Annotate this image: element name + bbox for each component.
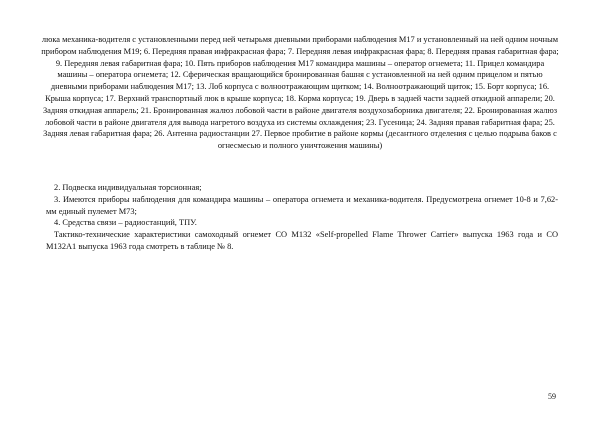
page-number: 59 [548, 392, 556, 401]
paragraph-observation-devices: 3. Имеются приборы наблюдения для командира машины – оператора огнемета и механика-водителя. Предусмотрена огнемет 10-8 и 7,62-мм единый пулемет М73; [46, 194, 558, 216]
figure-caption: люка механика-водителя с установленными перед ней четырьмя дневными приборами наблюдения М17 и установленный на ней одним ночным прибором наблюдения М19; 6. Передняя правая инфракрасная фара; 7. Передняя левая инфракрасная фара; 8. Передняя правая габаритная фара; 9. Передняя левая габаритная фара; 10. Пять приборов наблюдения М17 командира машины – оператор огнемета; 11. Прицел командира машины – оператора огнемета; 12. Сферическая вращающийся бронированная башня с установленной на ней одним прицелом и пятью дневными приборами наблюдения М17; 13. Лоб корпуса с волноотражающим щитком; 14. Волноотражающий щиток; 15. Борт корпуса; 16. Крыша корпуса; 17. Верхний транспортный люк в крыше корпуса; 18. Корма корпуса; 19. Дверь в задней части задней откидной аппарели; 20. Задняя откидная аппарель; 21. Бронированная жалюз лобовой части в районе двигателя воздухозаборника двигателя; 22. Бронированная жалюз лобовой части в районе двигателя для вывода нагретого воздуха из системы охлаждения; 23. Гусеница; 24. Задняя правая габаритная фара; 25. Задняя левая габаритная фара; 26. Антенна радиостанции 27. Первое пробитие в районе кормы (десантного отделения с целью подрыва баков с огнесмесью и полного уничтожения машины) [41, 35, 559, 151]
paragraph-communications: 4. Средства связи – радиостанций, ТПУ. [54, 218, 197, 228]
paragraph-suspension: 2. Подвеска индивидуальная торсионная; [54, 183, 202, 192]
body-text [46, 182, 558, 253]
paragraph-specifications-reference: Тактико-технические характеристики самоходный огнемет CO M132 «Self-propelled Flame Thrower Carrier» выпуска 1963 года и CO M132A1 выпуска 1963 года смотреть в таблице № 8. [46, 230, 558, 251]
